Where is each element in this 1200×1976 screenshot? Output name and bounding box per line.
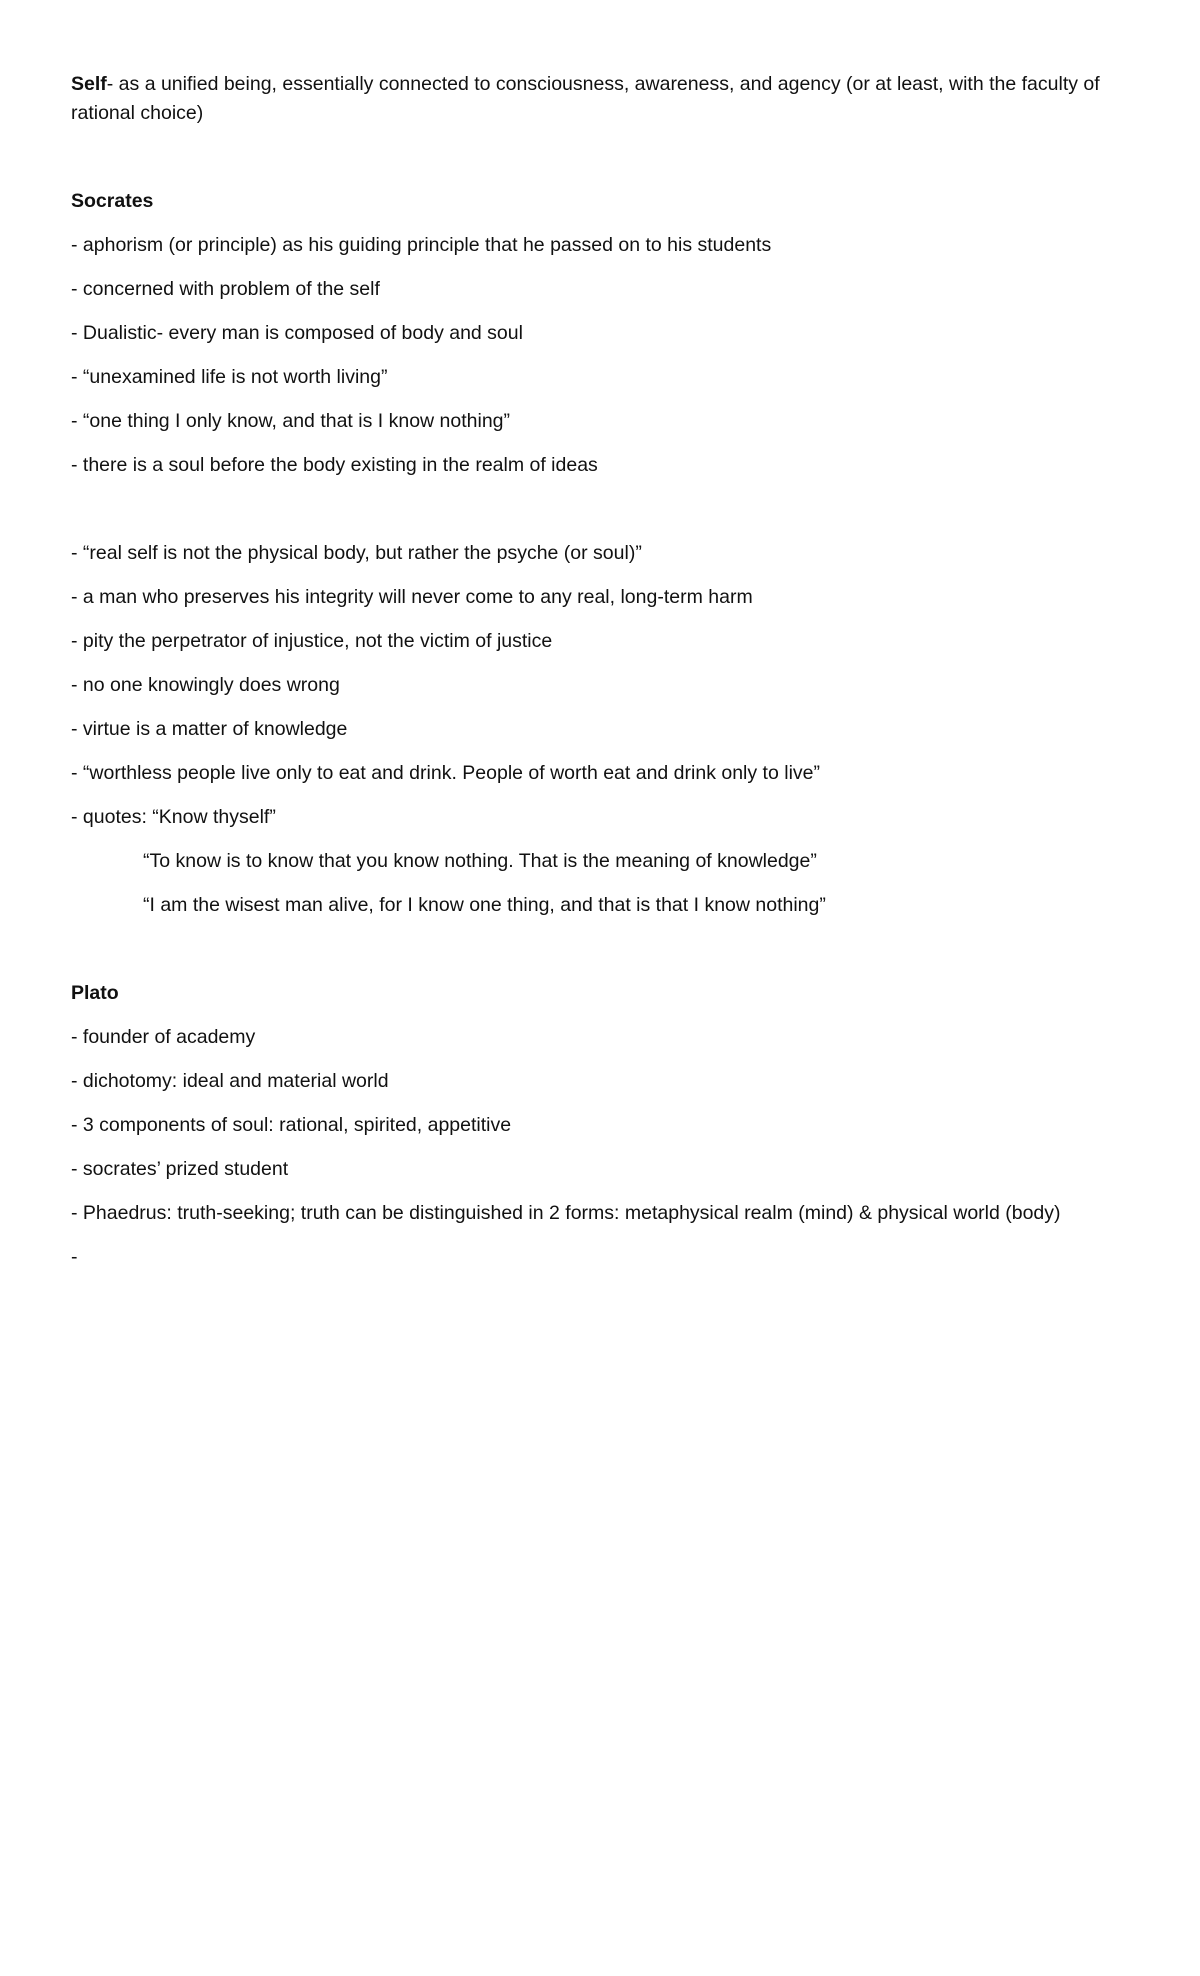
list-item: - 3 components of soul: rational, spirited, appetitive <box>71 1114 512 1136</box>
list-item: - virtue is a matter of knowledge <box>71 718 348 740</box>
self-definition <box>71 70 1131 128</box>
list-item: - Dualistic- every man is composed of body and soul <box>71 322 523 344</box>
list-item: - “unexamined life is not worth living” <box>71 366 388 388</box>
list-item: - pity the perpetrator of injustice, not the victim of justice <box>71 630 553 652</box>
socrates-heading: Socrates <box>71 190 154 212</box>
list-item: - a man who preserves his integrity will never come to any real, long-term harm <box>71 586 753 608</box>
list-item: - “worthless people live only to eat and drink. People of worth eat and drink only to live” <box>71 762 820 784</box>
plato-heading: Plato <box>71 982 119 1004</box>
list-item: - founder of academy <box>71 1026 256 1048</box>
socrates-section <box>71 187 1131 920</box>
self-definition-text: - as a unified being, essentially connected to consciousness, awareness, and agency (or at least, with the faculty of rational choice) <box>71 73 1100 124</box>
list-item: - Phaedrus: truth-seeking; truth can be distinguished in 2 forms: metaphysical realm (mind) & physical world (body) <box>71 1202 1061 1224</box>
list-item: - quotes: “Know thyself” <box>71 806 276 828</box>
list-item: - <box>71 1246 78 1268</box>
list-item: - concerned with problem of the self <box>71 278 380 300</box>
list-item: - aphorism (or principle) as his guiding principle that he passed on to his students <box>71 234 772 256</box>
list-item: - “one thing I only know, and that is I know nothing” <box>71 410 511 432</box>
list-item: - socrates’ prized student <box>71 1158 289 1180</box>
quote-line: “To know is to know that you know nothing. That is the meaning of knowledge” <box>143 850 817 872</box>
list-item: - dichotomy: ideal and material world <box>71 1070 389 1092</box>
list-item: - “real self is not the physical body, but rather the psyche (or soul)” <box>71 542 642 564</box>
list-item: - no one knowingly does wrong <box>71 674 340 696</box>
document-page <box>71 70 1131 1287</box>
quote-line: “I am the wisest man alive, for I know one thing, and that is that I know nothing” <box>143 894 826 916</box>
list-item: - there is a soul before the body existing in the realm of ideas <box>71 454 598 476</box>
blank-line <box>71 495 1131 524</box>
plato-section <box>71 979 1131 1272</box>
self-term: Self <box>71 73 107 95</box>
